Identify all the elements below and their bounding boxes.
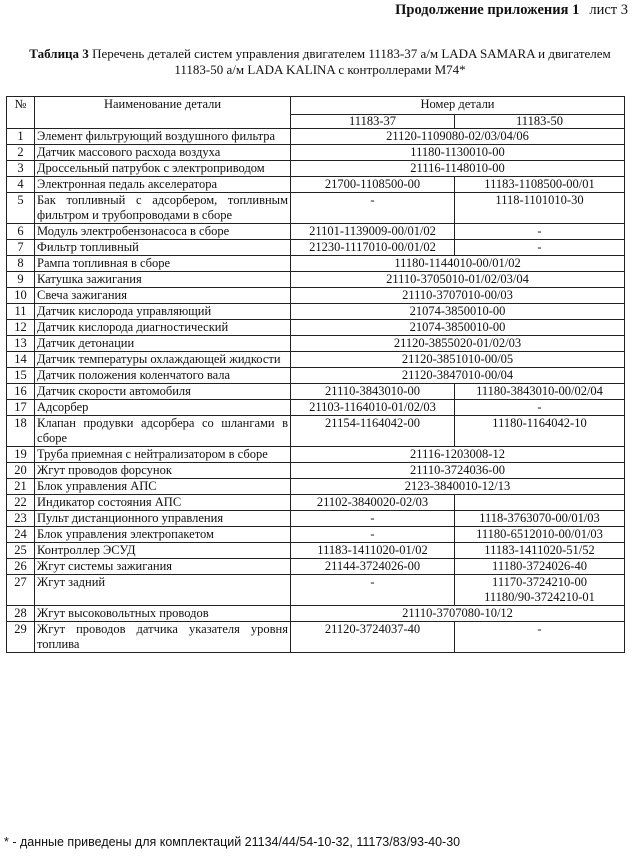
table-row (7, 400, 625, 416)
part-number-common: 21110-3707010-00/03 (291, 288, 625, 304)
row-number: 5 (7, 193, 35, 224)
part-number-engine-b-value: 11180-3724026-40 (492, 559, 587, 573)
part-number-engine-b (455, 575, 625, 606)
row-number: 11 (7, 304, 35, 320)
header-part-name: Наименование детали (35, 97, 291, 129)
row-number: 19 (7, 447, 35, 463)
sheet-label: лист 3 (589, 2, 628, 18)
part-number-common: 21110-3707080-10/12 (291, 606, 625, 622)
table-row (7, 559, 625, 575)
part-name: Свеча зажигания (35, 288, 291, 304)
part-number-engine-b (455, 416, 625, 447)
part-name: Бак топливный с адсорбером, топливным фильтром и трубопроводами в сборе (35, 193, 291, 224)
part-number-engine-b-value: 11183-1411020-51/52 (484, 543, 595, 557)
part-number-engine-b (455, 559, 625, 575)
part-number-common: 21120-3847010-00/04 (291, 368, 625, 384)
part-number-engine-a: 21101-1139009-00/01/02 (291, 224, 455, 240)
part-number-engine-b-value: 1118-1101010-30 (495, 193, 584, 207)
part-number-common: 21116-1148010-00 (291, 161, 625, 177)
part-name: Труба приемная с нейтрализатором в сборе (35, 447, 291, 463)
table-row (7, 288, 625, 304)
part-number-engine-b-value: - (537, 400, 542, 414)
part-number-engine-b (455, 622, 625, 653)
row-number: 28 (7, 606, 35, 622)
part-number-engine-b (455, 177, 625, 193)
part-number-common: 21120-3851010-00/05 (291, 352, 625, 368)
table-row (7, 368, 625, 384)
part-number-common: 11180-1130010-00 (291, 145, 625, 161)
table-row (7, 575, 625, 606)
header-part-number: Номер детали (291, 97, 625, 115)
part-number-engine-a: - (291, 511, 455, 527)
part-name: Жгут задний (35, 575, 291, 606)
row-number: 4 (7, 177, 35, 193)
part-name: Электронная педаль акселератора (35, 177, 291, 193)
row-number: 22 (7, 495, 35, 511)
part-number-engine-a: 21700-1108500-00 (291, 177, 455, 193)
table-row (7, 129, 625, 145)
part-name: Контроллер ЭСУД (35, 543, 291, 559)
part-number-engine-b-value: 1118-3763070-00/01/03 (479, 511, 600, 525)
part-name: Жгут проводов датчика указателя уровня топлива (35, 622, 291, 653)
row-number: 10 (7, 288, 35, 304)
part-number-common: 21120-1109080-02/03/04/06 (291, 129, 625, 145)
row-number: 7 (7, 240, 35, 256)
part-number-engine-a: 21120-3724037-40 (291, 622, 455, 653)
part-name: Датчик детонации (35, 336, 291, 352)
row-number: 23 (7, 511, 35, 527)
table-number: Таблица 3 (29, 46, 89, 61)
table-row (7, 240, 625, 256)
row-number: 20 (7, 463, 35, 479)
part-number-engine-b-value: 11180-6512010-00/01/03 (476, 527, 603, 541)
table-row (7, 177, 625, 193)
part-name: Жгут системы зажигания (35, 559, 291, 575)
part-number-engine-b-value: 11170-3724210-00 (492, 575, 587, 589)
part-number-common: 21110-3724036-00 (291, 463, 625, 479)
part-name: Блок управления АПС (35, 479, 291, 495)
row-number: 13 (7, 336, 35, 352)
parts-table (6, 96, 625, 653)
table-row (7, 193, 625, 224)
table-row (7, 511, 625, 527)
row-number: 24 (7, 527, 35, 543)
table-title: Перечень деталей систем управления двигателем 11183-37 а/м LADA SAMARA и двигателем 11183-50 а/м LADA KALINA с контроллерами М74* (88, 46, 611, 77)
part-number-engine-b (455, 495, 625, 511)
footnote: * - данные приведены для комплектаций 21134/44/54-10-32, 11173/83/93-40-30 (4, 835, 461, 849)
table-row (7, 447, 625, 463)
table-row (7, 606, 625, 622)
part-number-engine-a: - (291, 575, 455, 606)
part-number-engine-b (455, 384, 625, 400)
part-number-common: 21074-3850010-00 (291, 320, 625, 336)
part-number-engine-b (455, 240, 625, 256)
part-name: Датчик кислорода диагностический (35, 320, 291, 336)
part-name: Катушка зажигания (35, 272, 291, 288)
part-name: Датчик температуры охлаждающей жидкости (35, 352, 291, 368)
part-name: Жгут высоковольтных проводов (35, 606, 291, 622)
part-number-engine-a: 21230-1117010-00/01/02 (291, 240, 455, 256)
row-number: 26 (7, 559, 35, 575)
row-number: 9 (7, 272, 35, 288)
part-name: Элемент фильтрующий воздушного фильтра (35, 129, 291, 145)
table-row (7, 336, 625, 352)
row-number: 18 (7, 416, 35, 447)
part-number-common: 21116-1203008-12 (291, 447, 625, 463)
header-engine-b: 11183-50 (455, 115, 625, 129)
header-engine-a: 11183-37 (291, 115, 455, 129)
row-number: 25 (7, 543, 35, 559)
part-number-engine-b (455, 543, 625, 559)
part-name: Жгут проводов форсунок (35, 463, 291, 479)
part-number-engine-a: - (291, 193, 455, 224)
table-row (7, 463, 625, 479)
part-number-engine-a: - (291, 527, 455, 543)
part-number-engine-b (455, 224, 625, 240)
header-number: № (7, 97, 35, 129)
row-number: 15 (7, 368, 35, 384)
table-body (7, 129, 625, 653)
table-caption (20, 46, 620, 78)
table-row (7, 352, 625, 368)
table-row (7, 527, 625, 543)
table-header-row (7, 97, 625, 115)
row-number: 6 (7, 224, 35, 240)
row-number: 3 (7, 161, 35, 177)
part-number-common: 21110-3705010-01/02/03/04 (291, 272, 625, 288)
part-number-common: 21120-3855020-01/02/03 (291, 336, 625, 352)
part-name: Блок управления электропакетом (35, 527, 291, 543)
part-number-engine-b-value: - (537, 224, 542, 238)
part-number-engine-b-alt: 11180/90-3724210-01 (484, 590, 595, 604)
part-number-common: 11180-1144010-00/01/02 (291, 256, 625, 272)
part-name: Рампа топливная в сборе (35, 256, 291, 272)
part-name: Индикатор состояния АПС (35, 495, 291, 511)
part-number-common: 2123-3840010-12/13 (291, 479, 625, 495)
part-name: Датчик кислорода управляющий (35, 304, 291, 320)
row-number: 8 (7, 256, 35, 272)
row-number: 2 (7, 145, 35, 161)
part-number-engine-b (455, 400, 625, 416)
table-row (7, 161, 625, 177)
part-number-engine-a: 21110-3843010-00 (291, 384, 455, 400)
row-number: 29 (7, 622, 35, 653)
row-number: 27 (7, 575, 35, 606)
table-row (7, 543, 625, 559)
table-row (7, 384, 625, 400)
part-number-engine-b (455, 193, 625, 224)
row-number: 21 (7, 479, 35, 495)
part-name: Адсорбер (35, 400, 291, 416)
part-number-common: 21074-3850010-00 (291, 304, 625, 320)
part-number-engine-a: 21154-1164042-00 (291, 416, 455, 447)
part-number-engine-b (455, 511, 625, 527)
part-name: Пульт дистанционного управления (35, 511, 291, 527)
table-row (7, 272, 625, 288)
table-row (7, 145, 625, 161)
part-number-engine-a: 21103-1164010-01/02/03 (291, 400, 455, 416)
part-name: Датчик скорости автомобиля (35, 384, 291, 400)
table-row (7, 495, 625, 511)
part-number-engine-a: 11183-1411020-01/02 (291, 543, 455, 559)
part-name: Модуль электробензонасоса в сборе (35, 224, 291, 240)
row-number: 1 (7, 129, 35, 145)
table-row (7, 224, 625, 240)
table-row (7, 479, 625, 495)
continuation-header (395, 2, 628, 19)
row-number: 12 (7, 320, 35, 336)
part-name: Фильтр топливный (35, 240, 291, 256)
part-number-engine-b (455, 527, 625, 543)
part-name: Датчик массового расхода воздуха (35, 145, 291, 161)
row-number: 17 (7, 400, 35, 416)
part-number-engine-a: 21102-3840020-02/03 (291, 495, 455, 511)
table-row (7, 256, 625, 272)
part-name: Датчик положения коленчатого вала (35, 368, 291, 384)
row-number: 16 (7, 384, 35, 400)
part-number-engine-b-value: - (537, 240, 542, 254)
table-row (7, 622, 625, 653)
part-number-engine-a: 21144-3724026-00 (291, 559, 455, 575)
continuation-label: Продолжение приложения 1 (395, 2, 580, 18)
table-row (7, 320, 625, 336)
part-name: Дроссельный патрубок с электроприводом (35, 161, 291, 177)
part-number-engine-b-value: 11183-1108500-00/01 (484, 177, 595, 191)
row-number: 14 (7, 352, 35, 368)
part-number-engine-b-value: - (537, 622, 542, 636)
part-name: Клапан продувки адсорбера со шлангами в сборе (35, 416, 291, 447)
part-number-engine-b-value: 11180-3843010-00/02/04 (476, 384, 603, 398)
part-number-engine-b-value: 11180-1164042-10 (492, 416, 587, 430)
table-row (7, 304, 625, 320)
table-row (7, 416, 625, 447)
